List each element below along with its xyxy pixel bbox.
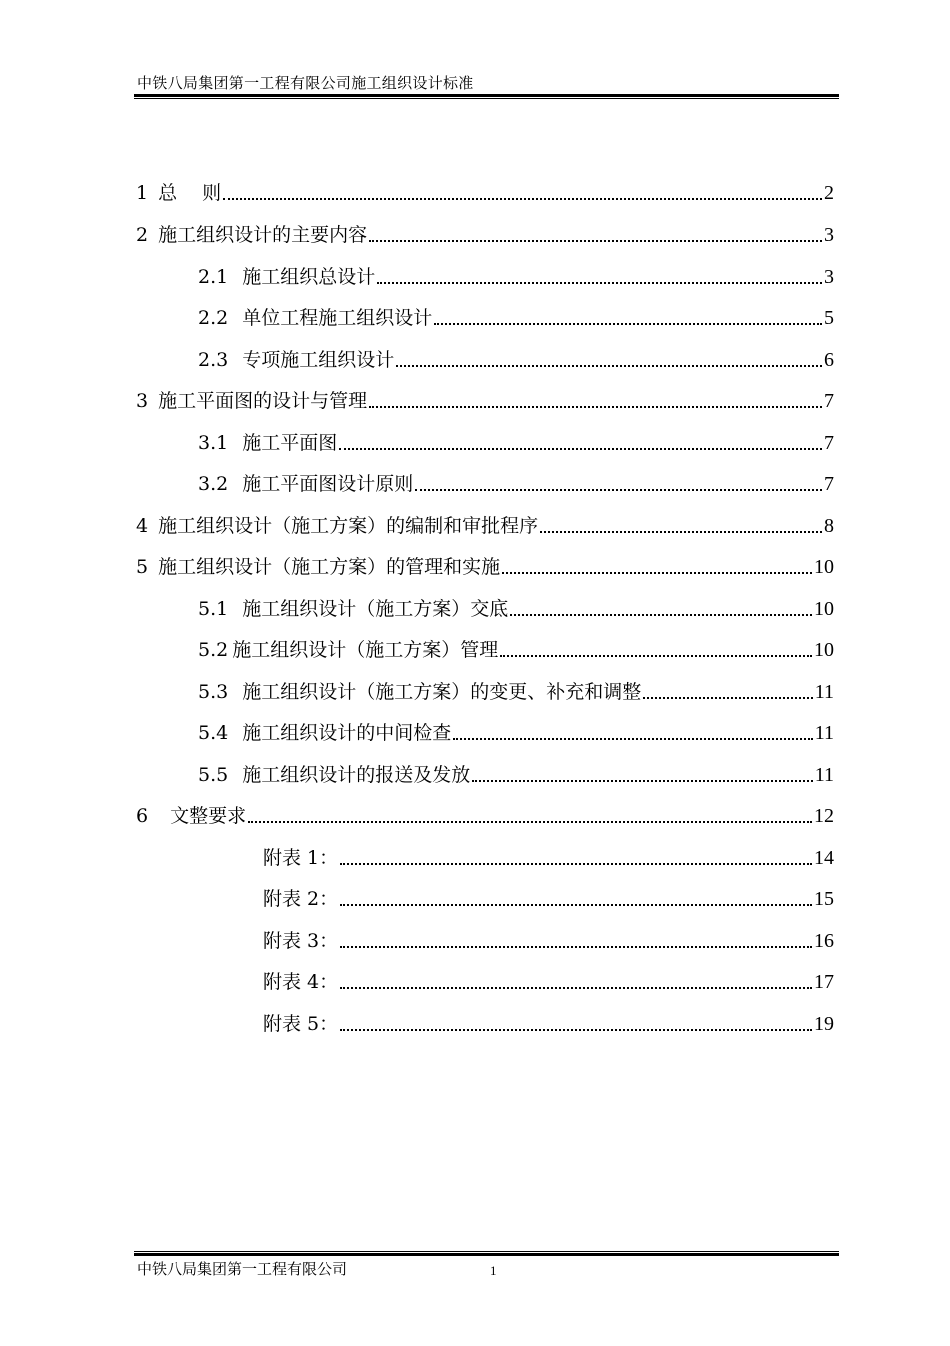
toc-entry-number: 4 xyxy=(136,515,149,537)
toc-entry-title: 施工组织设计的中间检查 xyxy=(242,722,452,744)
toc-dot-leader xyxy=(369,392,822,408)
toc-entry[interactable] xyxy=(263,926,834,954)
toc-dot-leader xyxy=(500,641,812,657)
toc-entry[interactable] xyxy=(198,718,834,746)
footer-rule xyxy=(134,1251,839,1256)
toc-entry-number: 1 xyxy=(136,182,149,204)
toc-entry[interactable] xyxy=(198,677,834,705)
toc-dot-leader xyxy=(415,475,822,491)
toc-entry-number: 5.3 xyxy=(198,681,229,703)
toc-entry-page: 10 xyxy=(814,598,834,620)
toc-entry[interactable] xyxy=(198,469,834,497)
toc-dot-leader xyxy=(340,932,812,948)
toc-dot-leader xyxy=(340,973,812,989)
toc-entry-title: 单位工程施工组织设计 xyxy=(242,307,433,329)
toc-entry-page: 11 xyxy=(814,722,834,744)
toc-entry-title: 施工组织总设计 xyxy=(242,266,376,288)
toc-entry-number: 5.2 xyxy=(198,639,229,661)
toc-entry-number: 5.1 xyxy=(198,598,229,620)
toc-entry-page: 16 xyxy=(814,930,834,952)
toc-dot-leader xyxy=(502,558,812,574)
toc-entry[interactable] xyxy=(198,303,834,331)
toc-entry-page: 5 xyxy=(824,307,834,329)
toc-dot-leader xyxy=(340,1015,812,1031)
toc-entry-page: 8 xyxy=(824,515,834,537)
toc-entry-number: 5.5 xyxy=(198,764,229,786)
toc-dot-leader xyxy=(248,807,812,823)
toc-dot-leader xyxy=(434,309,822,325)
page-header-title: 中铁八局集团第一工程有限公司施工组织设计标准 xyxy=(137,74,474,92)
toc-entry-page: 11 xyxy=(814,681,834,703)
toc-dot-leader xyxy=(340,849,812,865)
toc-entry-page: 17 xyxy=(814,971,834,993)
toc-entry[interactable] xyxy=(198,262,834,290)
toc-entry[interactable] xyxy=(263,843,834,871)
toc-entry[interactable] xyxy=(198,635,834,663)
toc-dot-leader xyxy=(369,226,822,242)
toc-entry-title: 施工组织设计（施工方案）的编制和审批程序 xyxy=(158,515,539,537)
header-rule xyxy=(134,94,839,99)
toc-entry-title: 施工组织设计的主要内容 xyxy=(158,224,368,246)
toc-entry[interactable] xyxy=(198,345,834,373)
toc-entry[interactable] xyxy=(198,760,834,788)
toc-entry[interactable] xyxy=(263,967,834,995)
toc-entry-page: 7 xyxy=(824,473,834,495)
toc-entry-page: 10 xyxy=(814,639,834,661)
toc-entry[interactable] xyxy=(136,552,834,580)
toc-dot-leader xyxy=(223,184,822,200)
toc-entry-page: 6 xyxy=(824,349,834,371)
toc-entry[interactable] xyxy=(198,594,834,622)
toc-dot-leader xyxy=(453,724,813,740)
toc-entry-title: 总 则 xyxy=(158,182,222,204)
toc-dot-leader xyxy=(377,268,822,284)
toc-entry-title: 施工平面图 xyxy=(242,432,338,454)
toc-entry[interactable] xyxy=(263,1009,834,1037)
toc-entry-title: 附表 1： xyxy=(263,847,339,869)
toc-entry-title: 施工组织设计（施工方案）的管理和实施 xyxy=(158,556,501,578)
toc-entry-page: 14 xyxy=(814,847,834,869)
toc-entry[interactable] xyxy=(263,884,834,912)
toc-entry-title: 附表 5： xyxy=(263,1013,339,1035)
toc-entry-title: 施工平面图的设计与管理 xyxy=(158,390,368,412)
toc-entry[interactable] xyxy=(136,220,834,248)
footer-company-name: 中铁八局集团第一工程有限公司 xyxy=(137,1260,348,1278)
toc-entry-number: 2.2 xyxy=(198,307,229,329)
toc-entry[interactable] xyxy=(136,178,834,206)
toc-dot-leader xyxy=(540,517,822,533)
toc-dot-leader xyxy=(340,890,812,906)
toc-entry-number: 2.1 xyxy=(198,266,229,288)
toc-dot-leader xyxy=(396,351,822,367)
toc-entry-number: 3.2 xyxy=(198,473,229,495)
toc-entry-title: 施工组织设计的报送及发放 xyxy=(242,764,471,786)
toc-entry-page: 19 xyxy=(814,1013,834,1035)
toc-entry-number: 2 xyxy=(136,224,149,246)
toc-entry-number: 6 xyxy=(136,805,149,827)
toc-dot-leader xyxy=(339,434,822,450)
toc-entry-title: 附表 2： xyxy=(263,888,339,910)
toc-entry-title: 施工平面图设计原则 xyxy=(242,473,414,495)
toc-entry-number: 3.1 xyxy=(198,432,229,454)
toc-entry-number: 3 xyxy=(136,390,149,412)
toc-entry-title: 附表 4： xyxy=(263,971,339,993)
toc-entry-page: 7 xyxy=(824,390,834,412)
toc-entry-page: 11 xyxy=(814,764,834,786)
toc-entry-page: 12 xyxy=(814,805,834,827)
toc-entry-page: 15 xyxy=(814,888,834,910)
toc-entry-title: 施工组织设计（施工方案）的变更、补充和调整 xyxy=(242,681,642,703)
toc-entry[interactable] xyxy=(136,386,834,414)
toc-entry[interactable] xyxy=(198,428,834,456)
toc-entry-title: 文整要求 xyxy=(170,805,247,827)
toc-dot-leader xyxy=(472,766,813,782)
toc-entry-title: 附表 3： xyxy=(263,930,339,952)
footer-page-number: 1 xyxy=(490,1263,497,1278)
toc-entry-page: 7 xyxy=(824,432,834,454)
toc-entry-page: 10 xyxy=(814,556,834,578)
toc-dot-leader xyxy=(510,600,812,616)
toc-entry-page: 2 xyxy=(824,182,834,204)
toc-entry-title: 专项施工组织设计 xyxy=(242,349,395,371)
toc-entry-number: 5 xyxy=(136,556,149,578)
toc-entry-number: 2.3 xyxy=(198,349,229,371)
toc-entry-title: 施工组织设计（施工方案）交底 xyxy=(242,598,509,620)
toc-dot-leader xyxy=(643,683,813,699)
toc-entry-title: 施工组织设计（施工方案）管理 xyxy=(232,639,499,661)
toc-entry[interactable] xyxy=(136,511,834,539)
toc-entry-page: 3 xyxy=(824,224,834,246)
toc-entry[interactable] xyxy=(136,801,834,829)
toc-entry-number: 5.4 xyxy=(198,722,229,744)
toc-entry-page: 3 xyxy=(824,266,834,288)
